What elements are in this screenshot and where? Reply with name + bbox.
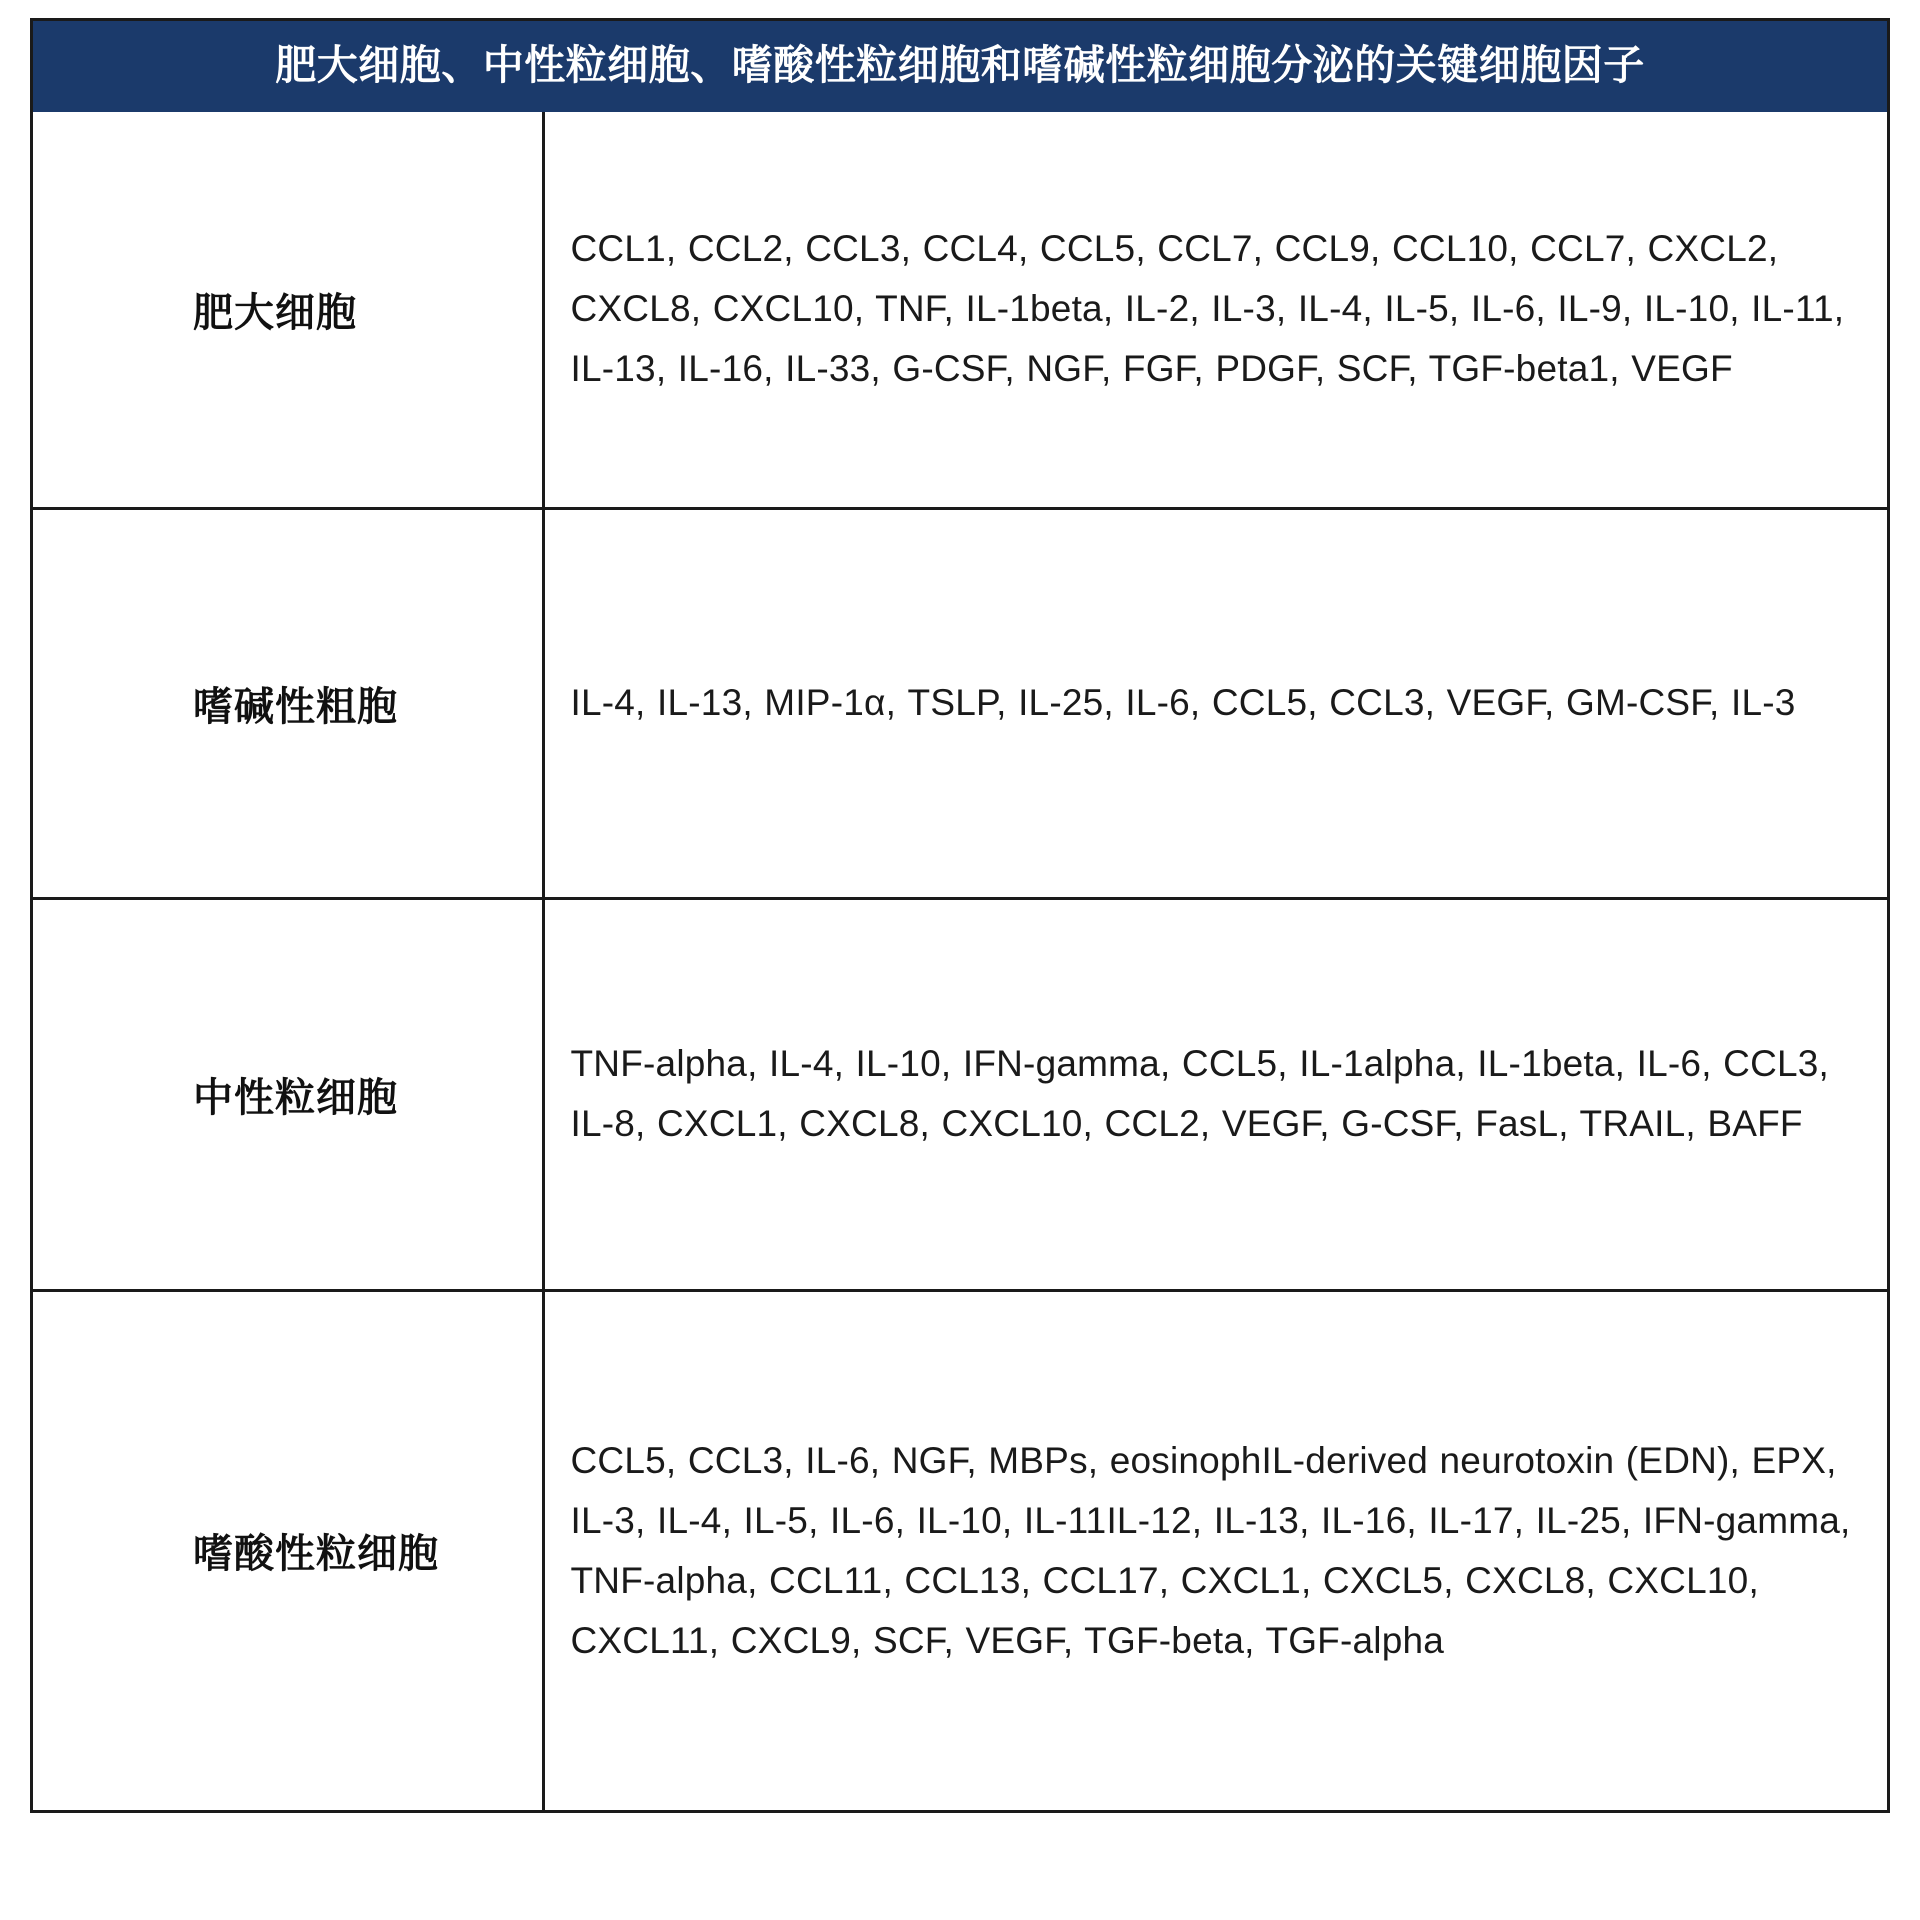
- cell-label-mast-cell: 肥大细胞: [33, 112, 543, 508]
- cell-content-eosinophil: CCL5, CCL3, IL-6, NGF, MBPs, eosinophIL-derived neurotoxin (EDN), EPX, IL-3, IL-4, IL-5, IL-6, IL-10, IL-11IL-12, IL-13, IL-16, IL-17, IL-25, IFN-gamma, TNF-alpha, CCL11, CCL13, CCL17, CXCL1, CXCL5, CXCL8, CXCL10, CXCL11, CXCL9, SCF, VEGF, TGF-beta, TGF-alpha: [570, 1439, 1851, 1661]
- cell-content-mast-cell: CCL1, CCL2, CCL3, CCL4, CCL5, CCL7, CCL9, CCL10, CCL7, CXCL2, CXCL8, CXCL10, TNF, IL-1beta, IL-2, IL-3, IL-4, IL-5, IL-6, IL-9, IL-10, IL-11, IL-13, IL-16, IL-33, G-CSF, NGF, FGF, PDGF, SCF, TGF-beta1, VEGF: [570, 228, 1845, 390]
- cytokine-table: [33, 112, 1887, 1810]
- cell-label-neutrophil: 中性粒细胞: [33, 898, 543, 1290]
- cell-content-basophil: IL-4, IL-13, MIP-1α, TSLP, IL-25, IL-6, CCL5, CCL3, VEGF, GM-CSF, IL-3: [570, 682, 1796, 724]
- table-row: [33, 112, 1887, 508]
- cell-label-basophil: 嗜碱性粗胞: [33, 508, 543, 898]
- table-row: [33, 898, 1887, 1290]
- cell-content-neutrophil: TNF-alpha, IL-4, IL-10, IFN-gamma, CCL5, IL-1alpha, IL-1beta, IL-6, CCL3, IL-8, CXCL1, CXCL8, CXCL10, CCL2, VEGF, G-CSF, FasL, TRAIL, BAFF: [570, 1043, 1830, 1145]
- cell-label-eosinophil: 嗜酸性粒细胞: [33, 1290, 543, 1810]
- cytokine-table-wrapper: [30, 112, 1890, 1813]
- table-title: 肥大细胞、中性粒细胞、嗜酸性粒细胞和嗜碱性粒细胞分泌的关键细胞因子: [30, 18, 1890, 112]
- table-row: [33, 508, 1887, 898]
- table-row: [33, 1290, 1887, 1810]
